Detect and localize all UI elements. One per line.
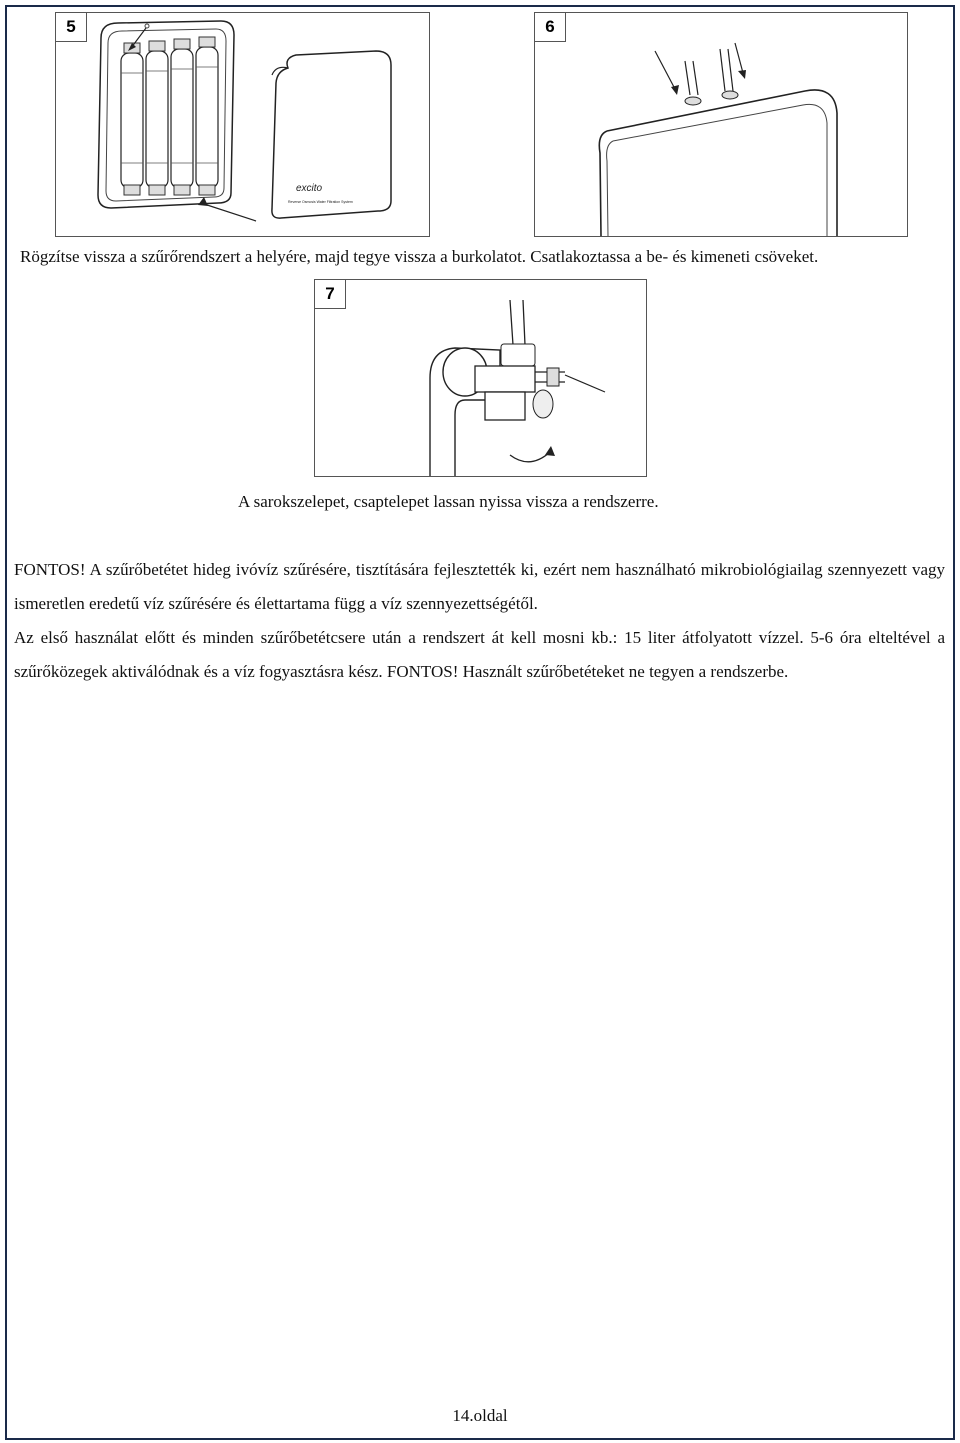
caption-figure-7: A sarokszelepet, csaptelepet lassan nyissa vissza a rendszerre. (238, 492, 659, 511)
filter-system-illustration (56, 13, 429, 236)
figure-number: 5 (56, 13, 87, 42)
figure-5 (55, 12, 430, 237)
valve-illustration (315, 280, 646, 476)
product-logo: excito (296, 183, 323, 194)
caption-figures-5-6: Rögzítse vissza a szűrőrendszert a helyére, majd tegye vissza a burkolatot. Csatlakoztassa a be- és kimeneti csöveket. (20, 247, 819, 266)
figure-number: 6 (535, 13, 566, 42)
figure-6 (534, 12, 908, 237)
panel-label: Reverse Osmosis Water Filtration System (288, 200, 353, 204)
figure-7 (314, 279, 647, 477)
paragraph-first-use: Az első használat előtt és minden szűrőbetétcsere után a rendszert át kell mosni kb.: 15 liter átfolyatott vízzel. 5-6 óra elteltével a szűrőközegek aktiválódnak és a víz fogyasztásra kész. FONTOS! Használt szűrőbetéteket ne tegyen a rendszerbe. (14, 628, 945, 681)
body-text (14, 553, 945, 689)
cover-illustration (535, 13, 907, 236)
page-number: 14.oldal (452, 1406, 508, 1425)
figure-number: 7 (315, 280, 346, 309)
paragraph-important-note: FONTOS! A szűrőbetétet hideg ivóvíz szűrésére, tisztítására fejlesztették ki, ezért nem használható mikrobiológiailag szennyezett vagy ismeretlen eredetű víz szűrésére és élettartama függ a víz szennyezettségétől. (14, 560, 945, 613)
